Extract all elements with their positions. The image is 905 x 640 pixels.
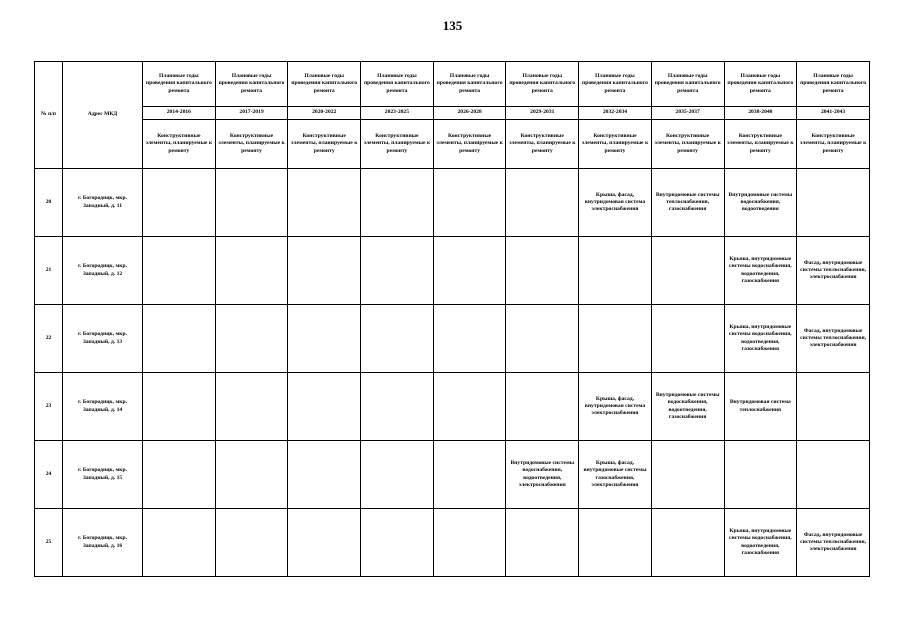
table-row (35, 441, 870, 509)
repair-cell (797, 373, 870, 441)
repair-cell (361, 441, 434, 509)
page-number: 135 (442, 18, 463, 33)
header-period-years: 2029-2031 (506, 107, 579, 120)
repair-cell (215, 169, 288, 237)
row-address: г. Богородицк, мкр. Западный, д. 15 (63, 441, 143, 509)
header-period-title: Плановые годы проведения капитального ремонта (724, 62, 797, 107)
repair-cell (143, 237, 216, 305)
repair-cell (506, 305, 579, 373)
repair-cell: Фасад, внутридомовые системы теплоснабжения, электроснабжения (797, 305, 870, 373)
repair-cell: Внутридомовые системы теплоснабжения, газоснабжения (651, 169, 724, 237)
repair-cell (215, 509, 288, 577)
header-period-title: Плановые годы проведения капитального ремонта (288, 62, 361, 107)
header-row-years (35, 107, 870, 120)
repair-cell (433, 441, 506, 509)
repair-cell (433, 305, 506, 373)
header-period-years: 2014-2016 (143, 107, 216, 120)
row-address: г. Богородицк, мкр. Западный, д. 16 (63, 509, 143, 577)
header-period-years: 2020-2022 (288, 107, 361, 120)
table-body (35, 169, 870, 577)
repair-cell: Внутридомовые системы водоснабжения, водоотведения, электроснабжения (506, 441, 579, 509)
header-period-title: Плановые годы проведения капитального ремонта (433, 62, 506, 107)
header-period-subtitle: Конструктивные элементы, планируемые к ремонту (724, 120, 797, 169)
repair-cell (361, 237, 434, 305)
repair-cell (288, 509, 361, 577)
repair-cell: Крыша, фасад, внутридомовые системы газоснабжения, электроснабжения (579, 441, 652, 509)
repair-cell (288, 373, 361, 441)
repair-cell (215, 441, 288, 509)
repair-cell (797, 441, 870, 509)
table-row (35, 169, 870, 237)
table-row (35, 305, 870, 373)
repair-cell (215, 373, 288, 441)
row-number: 22 (35, 305, 63, 373)
repair-cell (724, 441, 797, 509)
repair-cell (215, 237, 288, 305)
header-period-subtitle: Конструктивные элементы, планируемые к ремонту (506, 120, 579, 169)
capital-repair-table (34, 61, 870, 577)
repair-cell: Внутридомовые системы водоснабжения, водоотведения (724, 169, 797, 237)
header-period-subtitle: Конструктивные элементы, планируемые к ремонту (215, 120, 288, 169)
repair-cell (288, 237, 361, 305)
repair-cell (506, 237, 579, 305)
repair-cell: Крыша, внутридомовые системы водоснабжения, водоотведения, газоснабжения (724, 237, 797, 305)
row-number: 20 (35, 169, 63, 237)
header-period-subtitle: Конструктивные элементы, планируемые к ремонту (797, 120, 870, 169)
repair-cell (361, 373, 434, 441)
header-period-title: Плановые годы проведения капитального ремонта (506, 62, 579, 107)
header-row-titles (35, 62, 870, 107)
header-period-years: 2026-2028 (433, 107, 506, 120)
header-period-title: Плановые годы проведения капитального ремонта (651, 62, 724, 107)
repair-cell (579, 237, 652, 305)
repair-cell: Фасад, внутридомовые системы теплоснабжения, электроснабжения (797, 509, 870, 577)
repair-cell (433, 237, 506, 305)
table-row (35, 509, 870, 577)
row-number: 25 (35, 509, 63, 577)
repair-cell (651, 509, 724, 577)
row-address: г. Богородицк, мкр. Западный, д. 11 (63, 169, 143, 237)
repair-cell (361, 509, 434, 577)
header-period-subtitle: Конструктивные элементы, планируемые к ремонту (433, 120, 506, 169)
header-period-years: 2041-2043 (797, 107, 870, 120)
header-period-title: Плановые годы проведения капитального ремонта (143, 62, 216, 107)
repair-cell (433, 169, 506, 237)
header-period-years: 2038-2040 (724, 107, 797, 120)
repair-cell (143, 169, 216, 237)
repair-cell (143, 373, 216, 441)
header-period-years: 2035-2037 (651, 107, 724, 120)
repair-cell (506, 373, 579, 441)
repair-cell (433, 509, 506, 577)
repair-cell: Крыша, внутридомовые системы водоснабжения, водоотведения, газоснабжения (724, 305, 797, 373)
header-period-title: Плановые годы проведения капитального ремонта (215, 62, 288, 107)
table-row (35, 373, 870, 441)
repair-cell (797, 169, 870, 237)
repair-cell (143, 305, 216, 373)
header-period-title: Плановые годы проведения капитального ремонта (579, 62, 652, 107)
repair-cell: Фасад, внутридомовые системы теплоснабжения, электроснабжения (797, 237, 870, 305)
header-period-subtitle: Конструктивные элементы, планируемые к ремонту (651, 120, 724, 169)
repair-cell (433, 373, 506, 441)
repair-cell (506, 509, 579, 577)
row-number: 24 (35, 441, 63, 509)
header-num: № п/п (35, 62, 63, 169)
repair-cell: Внутридомовые системы водоснабжения, водоотведения, газоснабжения (651, 373, 724, 441)
header-period-title: Плановые годы проведения капитального ремонта (797, 62, 870, 107)
repair-cell (506, 169, 579, 237)
row-address: г. Богородицк, мкр. Западный, д. 12 (63, 237, 143, 305)
row-address: г. Богородицк, мкр. Западный, д. 14 (63, 373, 143, 441)
header-period-title: Плановые годы проведения капитального ремонта (361, 62, 434, 107)
row-address: г. Богородицк, мкр. Западный, д. 13 (63, 305, 143, 373)
header-period-years: 2023-2025 (361, 107, 434, 120)
repair-cell: Крыша, фасад, внутридомовая система электроснабжения (579, 169, 652, 237)
repair-cell (288, 441, 361, 509)
header-period-years: 2017-2019 (215, 107, 288, 120)
repair-cell (361, 305, 434, 373)
repair-cell (579, 509, 652, 577)
repair-cell (143, 509, 216, 577)
header-period-subtitle: Конструктивные элементы, планируемые к ремонту (143, 120, 216, 169)
header-period-years: 2032-2034 (579, 107, 652, 120)
table-row (35, 237, 870, 305)
repair-cell: Крыша, внутридомовые системы водоснабжения, водоотведения, газоснабжения (724, 509, 797, 577)
repair-cell (361, 169, 434, 237)
repair-cell (288, 305, 361, 373)
repair-cell (651, 305, 724, 373)
repair-cell (288, 169, 361, 237)
header-period-subtitle: Конструктивные элементы, планируемые к ремонту (288, 120, 361, 169)
repair-cell: Крыша, фасад, внутридомовая система электроснабжения (579, 373, 652, 441)
header-address: Адрес МКД (63, 62, 143, 169)
repair-cell (651, 237, 724, 305)
row-number: 21 (35, 237, 63, 305)
header-period-subtitle: Конструктивные элементы, планируемые к ремонту (361, 120, 434, 169)
row-number: 23 (35, 373, 63, 441)
repair-cell (651, 441, 724, 509)
repair-cell (579, 305, 652, 373)
header-row-subtitles (35, 120, 870, 169)
repair-cell (215, 305, 288, 373)
repair-cell (143, 441, 216, 509)
repair-cell: Внутридомовая система теплоснабжения (724, 373, 797, 441)
table-header (35, 62, 870, 169)
header-period-subtitle: Конструктивные элементы, планируемые к ремонту (579, 120, 652, 169)
